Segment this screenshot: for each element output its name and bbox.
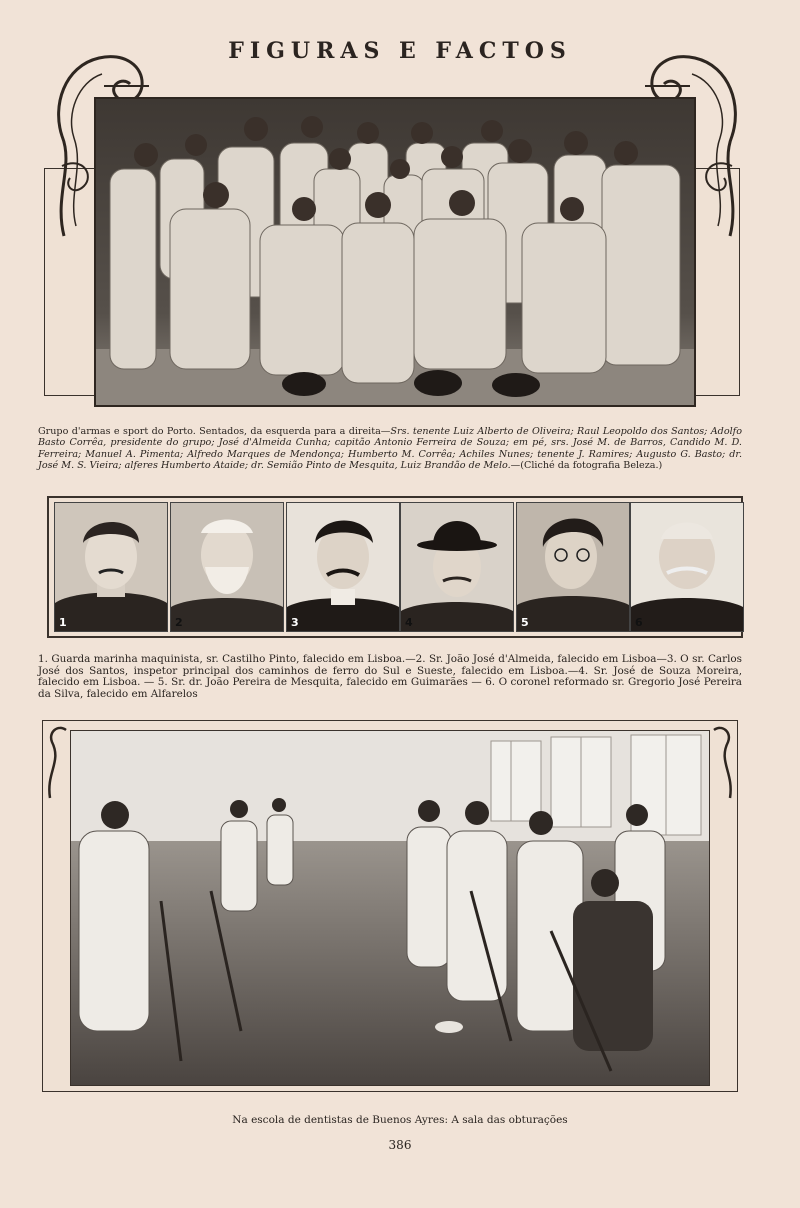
portrait-number-1: 1 [59, 616, 67, 629]
portrait-2 [170, 502, 284, 632]
portrait-5 [516, 502, 630, 632]
portrait-1 [54, 502, 168, 632]
left-corner-ornament [44, 722, 70, 802]
portrait-4 [400, 502, 514, 632]
dentist-school-photograph [70, 730, 710, 1086]
page-number: 386 [388, 1138, 412, 1152]
portrait-number-2: 2 [175, 616, 183, 629]
portrait-6 [630, 502, 744, 632]
portrait-number-5: 5 [521, 616, 529, 629]
fencing-group-caption [38, 426, 742, 472]
caption-lead: Grupo d'armas e sport do Porto. Sentados, da esquerda para a direita— [38, 426, 391, 437]
portrait-number-4: 4 [405, 616, 413, 629]
caption-credit: (Cliché da fotografia Beleza.) [520, 460, 663, 472]
portrait-3 [286, 502, 400, 632]
portraits-caption: 1. Guarda marinha maquinista, sr. Castilho Pinto, falecido em Lisboa.—2. Sr. João José d'Almeida, falecido em Lisboa—3. O sr. Carlos José dos Santos, inspetor principal dos caminhos de ferro do Sul e Sueste, falecido em Lisboa.—4. Sr. José de Souza Moreira, falecido em Lisboa. — 5. Sr. dr. João Pereira de Mesquita, falecido em Guimarães — 6. O coronel reformado sr. Gregorio José Pereira da Silva, falecido em Alfarelos [38, 653, 742, 700]
portrait-number-6: 6 [635, 616, 643, 629]
portrait-number-3: 3 [291, 616, 299, 629]
dentist-school-caption: Na escola de dentistas de Buenos Ayres: A sala das obturações [232, 1114, 568, 1126]
right-corner-ornament [710, 722, 736, 802]
caption-names: Srs. tenente Luiz Alberto de Oliveira; Raul Leopoldo dos Santos; Adolfo Basto Corrêa, presidente do grupo; José d'Almeida Cunha; capitão Antonio Ferreira de Souza; em pé, srs. José M. de Barros, Candido M. D. Ferreira; Manuel A. Pimenta; Alfredo Marques de Mendonça; Humberto M. Corrêa; Achiles Nunes; tenente J. Ramires; Augusto G. Basto; dr. José M. S. Vieira; alferes Humberto Ataide; dr. Semião Pinto de Mesquita, Luiz Brandão de Melo.— [38, 426, 742, 472]
page-masthead: FIGURAS E FACTOS [228, 38, 572, 64]
fencing-group-photograph [94, 97, 696, 407]
